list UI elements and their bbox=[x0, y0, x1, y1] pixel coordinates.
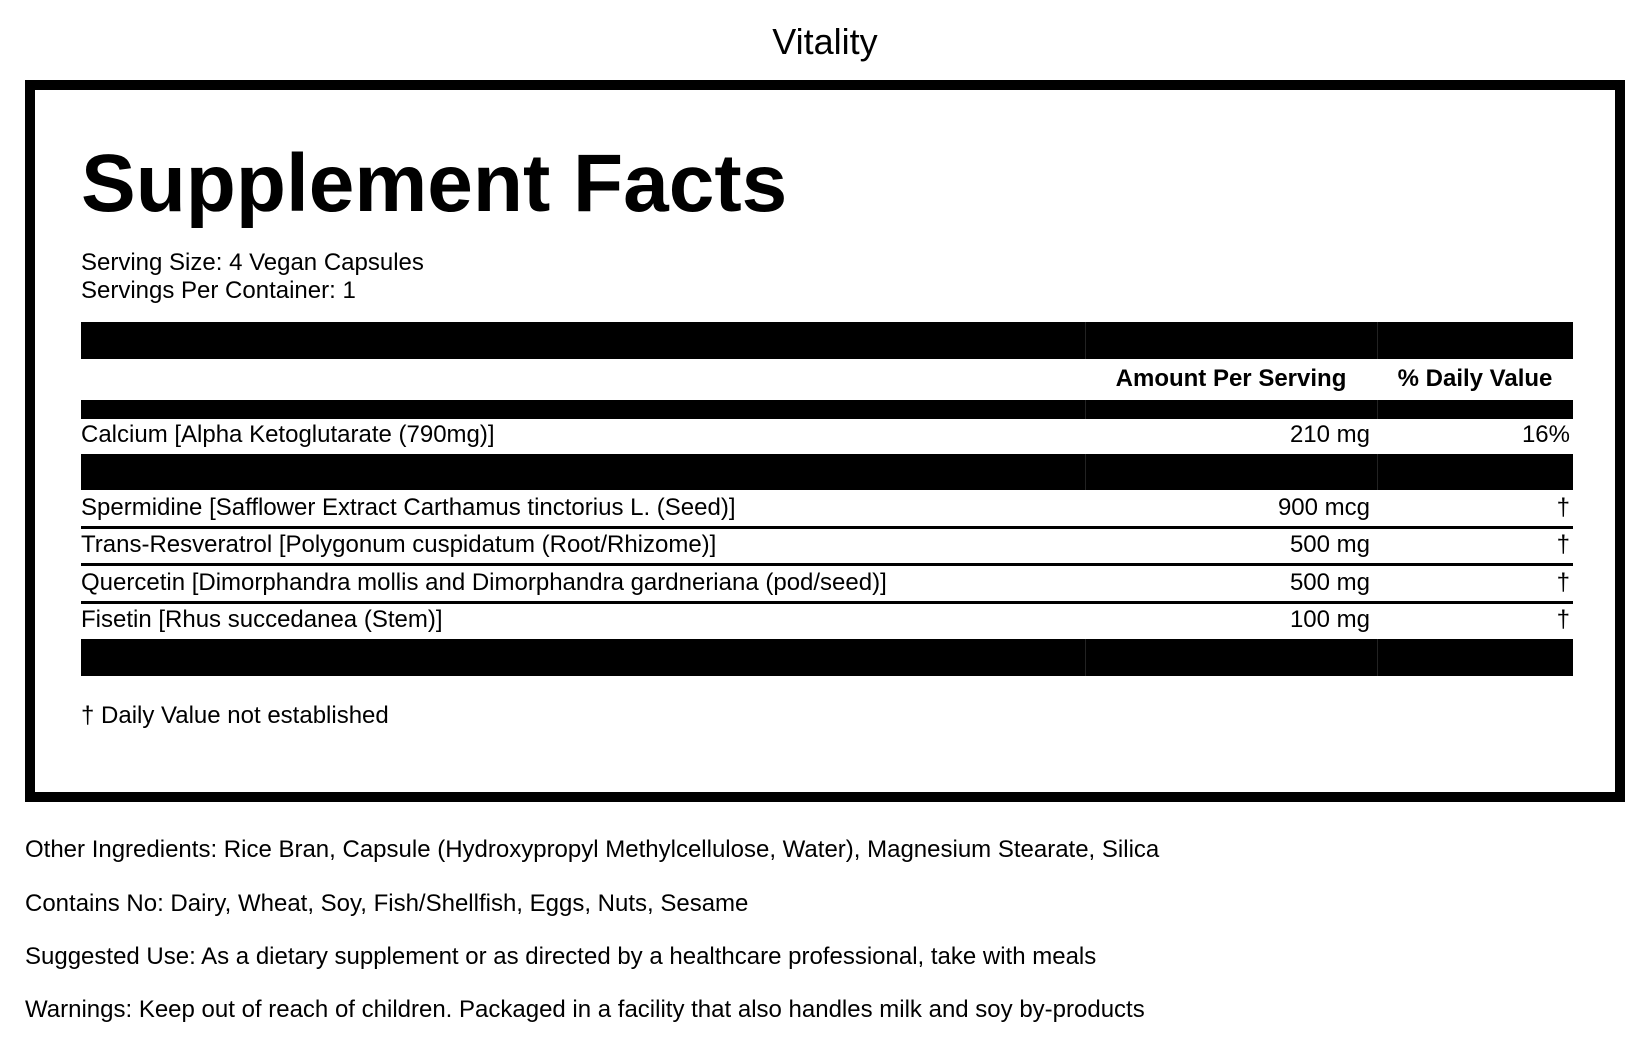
contains-no: Contains No: Dairy, Wheat, Soy, Fish/Shellfish, Eggs, Nuts, Sesame bbox=[25, 890, 749, 917]
ingredient-amount: 100 mg bbox=[1289, 606, 1370, 633]
ingredient-name: Fisetin [Rhus succedanea (Stem)] bbox=[81, 606, 443, 633]
thick-divider-top bbox=[81, 322, 1573, 359]
warnings: Warnings: Keep out of reach of children. Packaged in a facility that also handles milk and soy by-products bbox=[25, 996, 1145, 1023]
ingredient-daily-value: † bbox=[1556, 606, 1570, 633]
ingredient-amount: 500 mg bbox=[1289, 569, 1370, 596]
row-divider bbox=[81, 563, 1573, 566]
ingredient-name: Trans-Resveratrol [Polygonum cuspidatum (Root/Rhizome)] bbox=[81, 531, 717, 558]
serving-size: Serving Size: 4 Vegan Capsules bbox=[81, 249, 424, 276]
column-header-daily-value: % Daily Value bbox=[1397, 365, 1553, 392]
thick-divider-middle bbox=[81, 454, 1573, 490]
thick-divider-header bbox=[81, 400, 1573, 419]
ingredient-daily-value: † bbox=[1556, 531, 1570, 558]
nutrient-name: Calcium [Alpha Ketoglutarate (790mg)] bbox=[81, 421, 495, 448]
other-ingredients: Other Ingredients: Rice Bran, Capsule (Hydroxypropyl Methylcellulose, Water), Magnesium Stearate, Silica bbox=[25, 836, 1160, 863]
thick-divider-bottom bbox=[81, 639, 1573, 676]
brand-name: Vitality bbox=[772, 21, 878, 62]
nutrient-daily-value: 16% bbox=[1521, 421, 1570, 448]
ingredient-amount: 900 mcg bbox=[1277, 494, 1370, 521]
ingredient-name: Spermidine [Safflower Extract Carthamus tinctorius L. (Seed)] bbox=[81, 494, 736, 521]
servings-per-container: Servings Per Container: 1 bbox=[81, 277, 356, 304]
ingredient-daily-value: † bbox=[1556, 569, 1570, 596]
ingredient-name: Quercetin [Dimorphandra mollis and Dimorphandra gardneriana (pod/seed)] bbox=[81, 569, 887, 596]
row-divider bbox=[81, 526, 1573, 529]
column-header-amount: Amount Per Serving bbox=[1115, 365, 1347, 392]
ingredient-amount: 500 mg bbox=[1289, 531, 1370, 558]
panel-title: Supplement Facts bbox=[81, 138, 788, 229]
daily-value-footnote: † Daily Value not established bbox=[81, 702, 389, 729]
nutrient-amount: 210 mg bbox=[1289, 421, 1370, 448]
suggested-use: Suggested Use: As a dietary supplement or as directed by a healthcare professional, take with meals bbox=[25, 943, 1097, 970]
ingredient-daily-value: † bbox=[1556, 494, 1570, 521]
row-divider bbox=[81, 601, 1573, 604]
